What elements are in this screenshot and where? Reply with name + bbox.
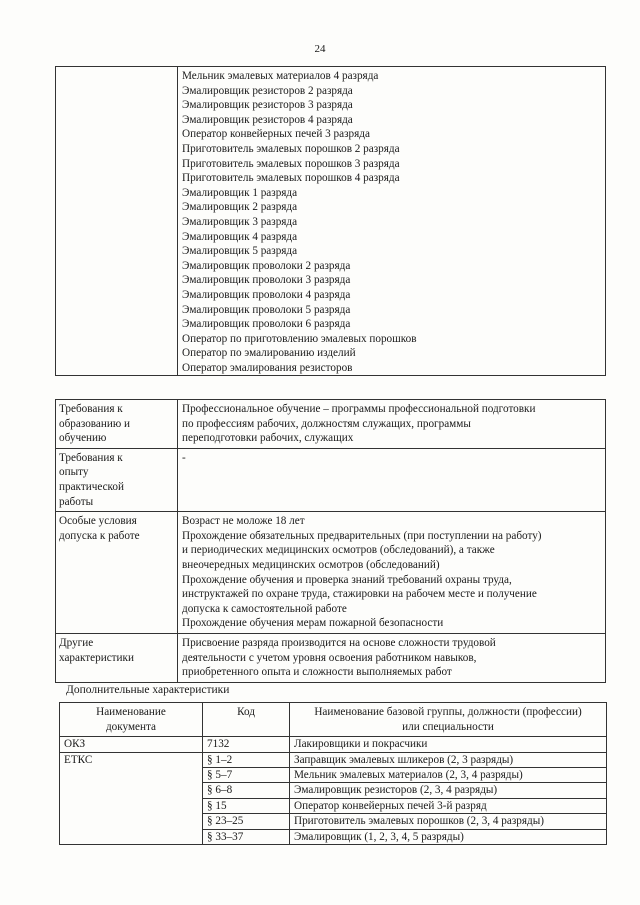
other-content: Присвоение разряда производится на основе сложности трудовой деятельности с учетом уровня освоения работником навыков, приобретенного опыта и сложности выполняемых работ: [178, 633, 606, 682]
occupation-item: Эмалировщик 5 разряда: [182, 245, 298, 258]
table-row: § 6–8 Эмалировщик резисторов (2, 3, 4 разряды): [60, 783, 607, 798]
occupation-item: Эмалировщик проволоки 6 разряда: [182, 318, 351, 331]
occupation-item: Эмалировщик 2 разряда: [182, 201, 298, 214]
occupation-item: Эмалировщик 3 разряда: [182, 215, 298, 228]
requirements-table: [55, 399, 606, 683]
header-group-name: Наименование базовой группы, должности (профессии) или специальности: [290, 703, 607, 737]
occupation-item: Эмалировщик 1 разряда: [182, 186, 298, 199]
occupation-item: Мельник эмалевых материалов 4 разряда: [182, 70, 379, 82]
admission-row: [56, 512, 606, 634]
occupations-table: [55, 66, 606, 376]
occupations-list-cell: [178, 67, 606, 376]
occupation-item: Приготовитель эмалевых порошков 2 разряда: [182, 142, 400, 155]
occupation-item: Эмалировщик проволоки 2 разряда: [182, 259, 351, 272]
table-row: § 5–7 Мельник эмалевых материалов (2, 3, 4 разряды): [60, 768, 607, 783]
occupation-item: Эмалировщик резисторов 4 разряда: [182, 113, 353, 126]
table-row: § 15 Оператор конвейерных печей 3-й разряд: [60, 798, 607, 813]
table-row: ЕТКС § 1–2 Заправщик эмалевых шликеров (2, 3 разряды): [60, 752, 607, 767]
admission-label: Особые условия допуска к работе: [56, 512, 178, 634]
experience-row: [56, 448, 606, 511]
header-doc-name: Наименование документа: [60, 703, 203, 737]
occupation-item: Оператор эмалирования резисторов: [182, 361, 353, 374]
occupation-item: Эмалировщик проволоки 5 разряда: [182, 303, 351, 316]
table-row: § 23–25 Приготовитель эмалевых порошков (2, 3, 4 разряды): [60, 814, 607, 829]
occupation-item: Эмалировщик проволоки 4 разряда: [182, 288, 351, 301]
page-number: 24: [314, 43, 326, 55]
header-code: Код: [203, 703, 290, 737]
other-row: [56, 633, 606, 682]
occupation-item: Эмалировщик проволоки 3 разряда: [182, 274, 351, 287]
additional-section-title: Дополнительные характеристики: [66, 684, 230, 696]
education-content: Профессиональное обучение – программы профессиональной подготовки по профессиям рабочих, должностям служащих, программы переподготовки рабочих, служащих: [178, 400, 606, 449]
additional-header-row: [60, 703, 607, 737]
occupation-item: Эмалировщик 4 разряда: [182, 230, 298, 243]
occupation-item: Эмалировщик резисторов 3 разряда: [182, 99, 353, 112]
experience-content: -: [178, 448, 606, 511]
table-row: ОКЗ 7132 Лакировщики и покрасчики: [60, 737, 607, 752]
occupation-item: Оператор по эмалированию изделий: [182, 347, 356, 360]
occupations-left-cell: [56, 67, 178, 376]
table-row: § 33–37 Эмалировщик (1, 2, 3, 4, 5 разряды): [60, 829, 607, 844]
additional-table: [59, 702, 607, 845]
other-label: Другие характеристики: [56, 633, 178, 682]
admission-content: Возраст не моложе 18 лет Прохождение обязательных предварительных (при поступлении на работу) и периодических медицинских осмотров (обследований), а также внеочередных медицинских осмотров (обследований) Прохождение обучения и проверка знаний требований охраны труда, инструктажей по охране труда, стажировки на рабочем месте и получение допуска к самостоятельной работе Прохождение обучения мерам пожарной безопасности: [178, 512, 606, 634]
occupation-item: Приготовитель эмалевых порошков 3 разряда: [182, 157, 400, 170]
occupation-item: Оператор по приготовлению эмалевых порошков: [182, 332, 417, 345]
occupation-item: Приготовитель эмалевых порошков 4 разряда: [182, 172, 400, 185]
occupation-item: Оператор конвейерных печей 3 разряда: [182, 128, 370, 141]
occupation-item: Эмалировщик резисторов 2 разряда: [182, 84, 353, 97]
experience-label: Требования к опыту практической работы: [56, 448, 178, 511]
education-row: [56, 400, 606, 449]
education-label: Требования к образованию и обучению: [56, 400, 178, 449]
